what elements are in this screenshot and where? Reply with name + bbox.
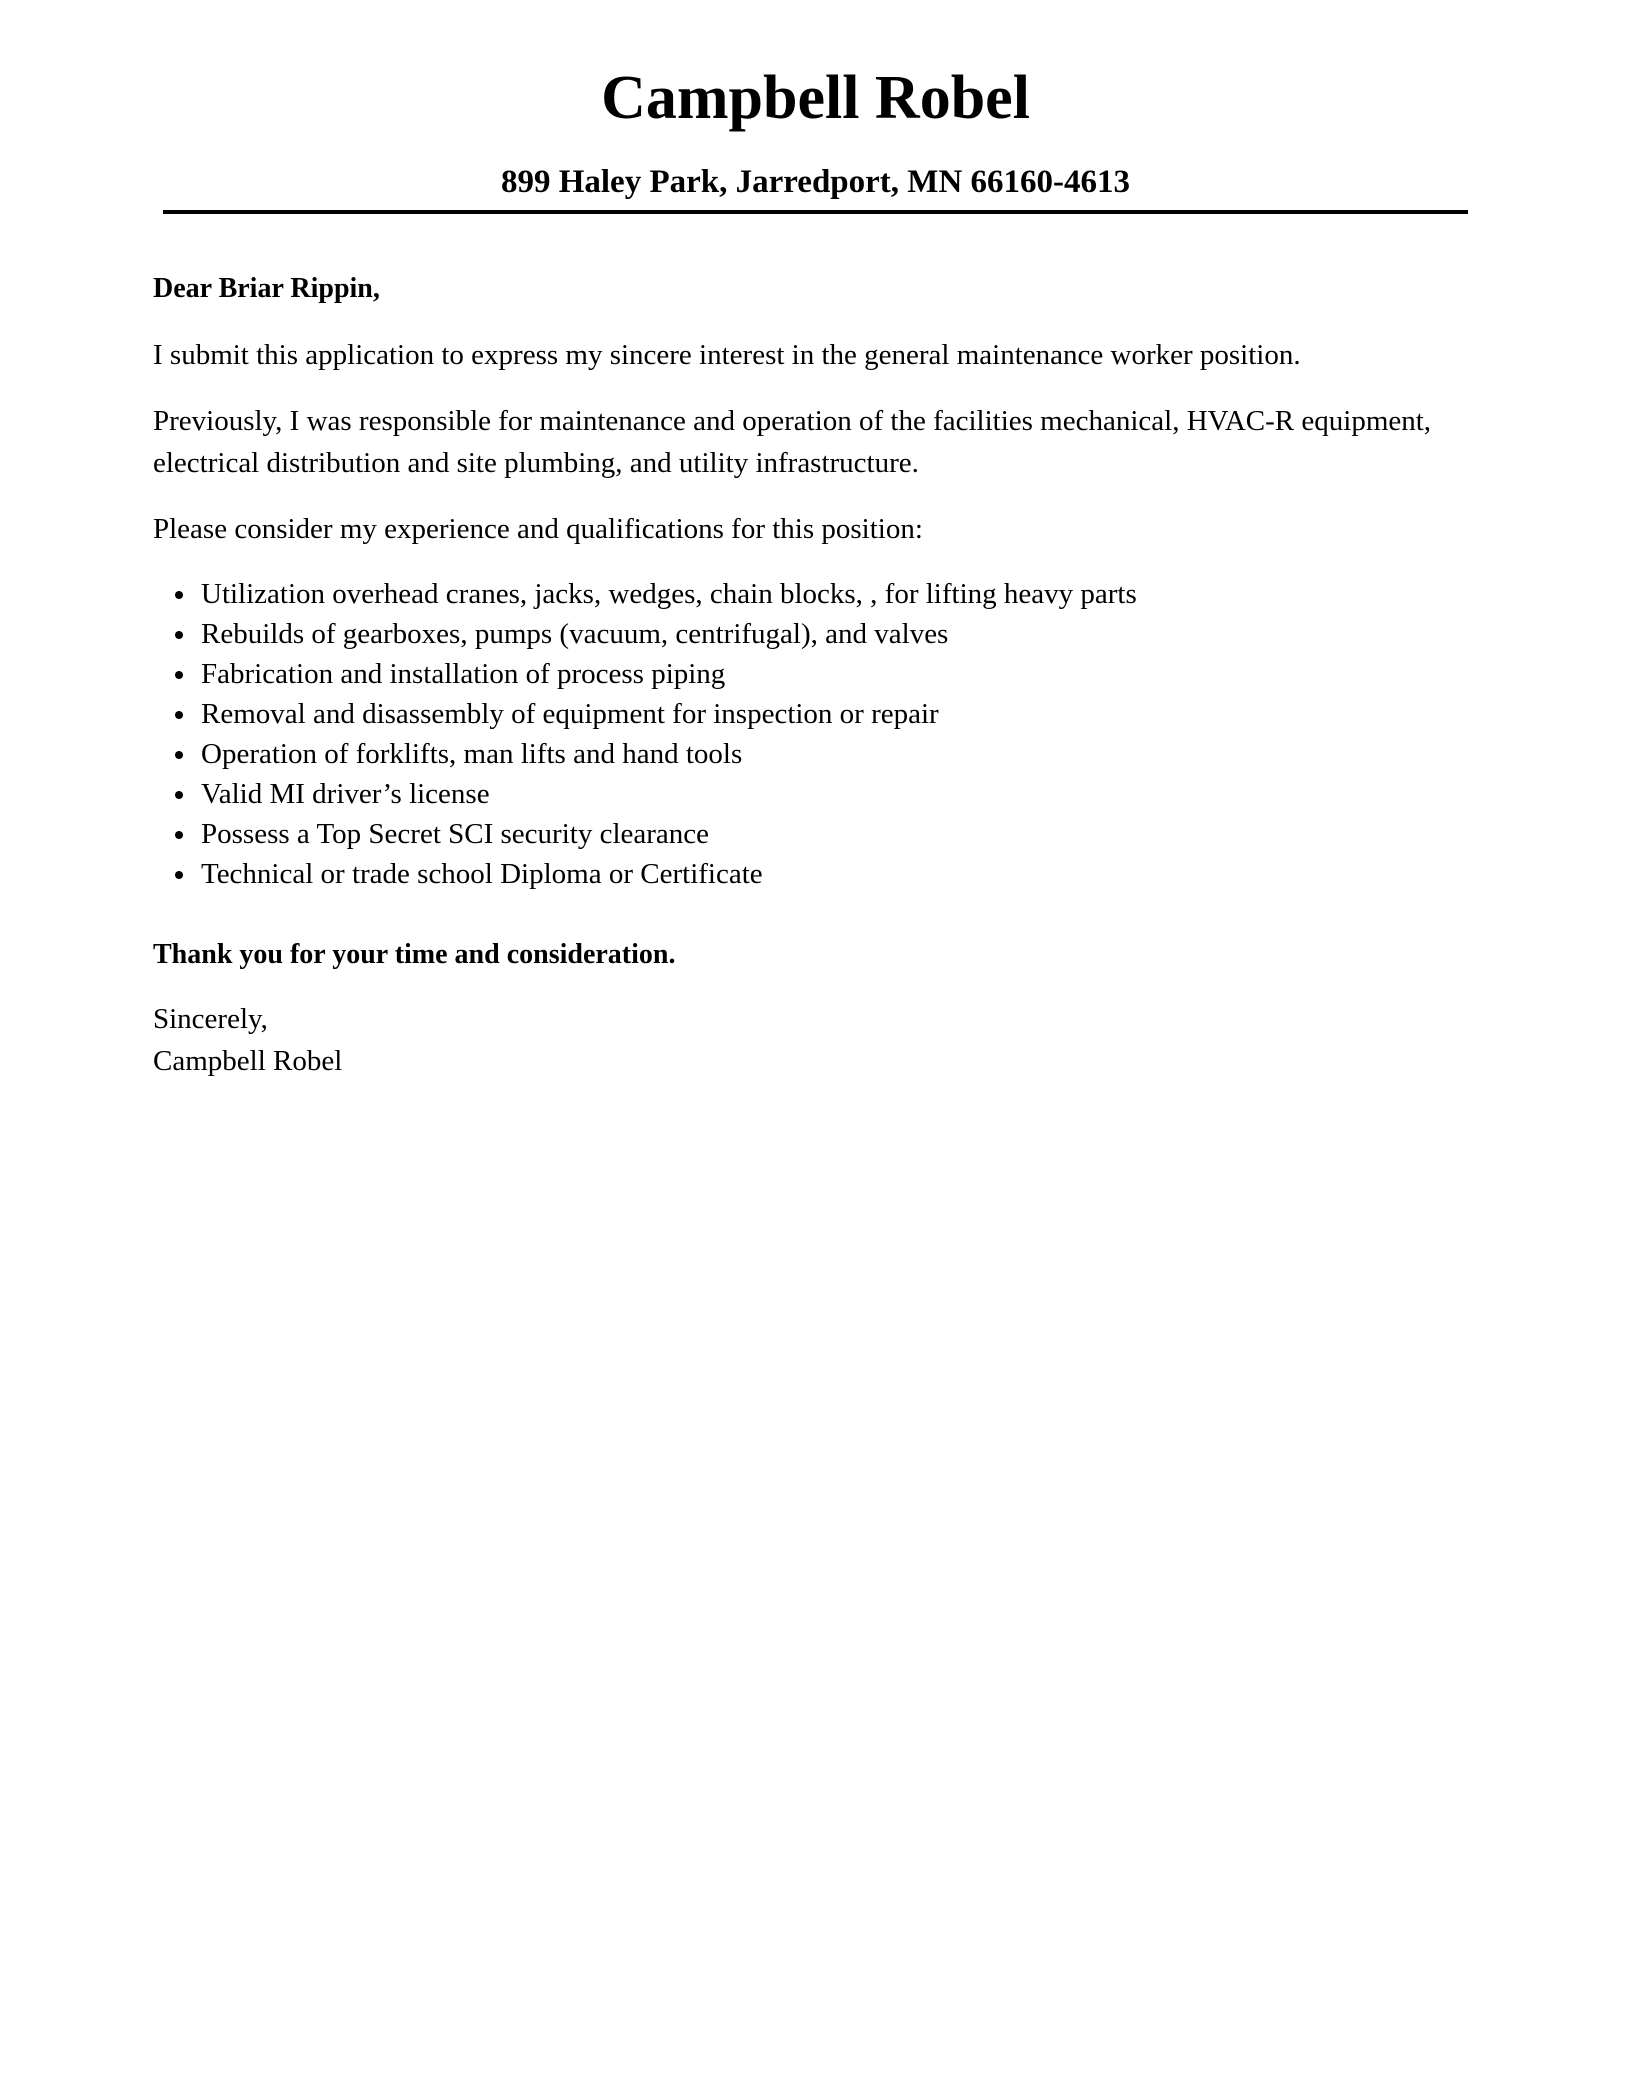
list-item-text: Technical or trade school Diploma or Certificate	[201, 858, 763, 890]
bullet-icon	[175, 711, 183, 719]
letter-header	[163, 58, 1468, 204]
list-item	[153, 814, 1473, 854]
list-item-text: Operation of forklifts, man lifts and hand tools	[201, 738, 743, 770]
list-item-text: Removal and disassembly of equipment for inspection or repair	[201, 698, 939, 730]
list-item	[153, 574, 1473, 614]
list-item-text: Rebuilds of gearboxes, pumps (vacuum, centrifugal), and valves	[201, 618, 949, 650]
applicant-address: 899 Haley Park, Jarredport, MN 66160-4613	[500, 164, 1131, 200]
list-item	[153, 774, 1473, 814]
list-item-text: Valid MI driver’s license	[201, 778, 490, 810]
experience-paragraph: Previously, I was responsible for maintenance and operation of the facilities mechanical, HVAC-R equipment, electrical distribution and site plumbing, and utility infrastructure.	[153, 405, 1432, 479]
bullet-icon	[175, 631, 183, 639]
qualifications-list	[153, 574, 1473, 894]
list-item	[153, 734, 1473, 774]
bullet-icon	[175, 751, 183, 759]
thanks-line: Thank you for your time and consideration.	[153, 939, 676, 970]
list-item	[153, 854, 1473, 894]
list-item	[153, 614, 1473, 654]
letter-body	[153, 268, 1473, 1082]
list-item	[153, 694, 1473, 734]
list-item-text: Utilization overhead cranes, jacks, wedges, chain blocks, , for lifting heavy parts	[201, 578, 1137, 610]
bullet-icon	[175, 671, 183, 679]
applicant-name: Campbell Robel	[601, 64, 1030, 132]
bullet-icon	[175, 591, 183, 599]
signature-name: Campbell Robel	[153, 1045, 343, 1077]
bullet-icon	[175, 871, 183, 879]
list-item	[153, 654, 1473, 694]
closing: Sincerely,	[153, 1003, 268, 1035]
bullet-icon	[175, 791, 183, 799]
salutation: Dear Briar Rippin,	[153, 273, 380, 304]
bullet-icon	[175, 831, 183, 839]
list-item-text: Fabrication and installation of process piping	[201, 658, 726, 690]
intro-paragraph: I submit this application to express my sincere interest in the general maintenance worker position.	[153, 339, 1301, 371]
header-divider	[163, 210, 1468, 214]
list-item-text: Possess a Top Secret SCI security clearance	[201, 818, 710, 850]
qualifications-intro: Please consider my experience and qualifications for this position:	[153, 513, 923, 545]
